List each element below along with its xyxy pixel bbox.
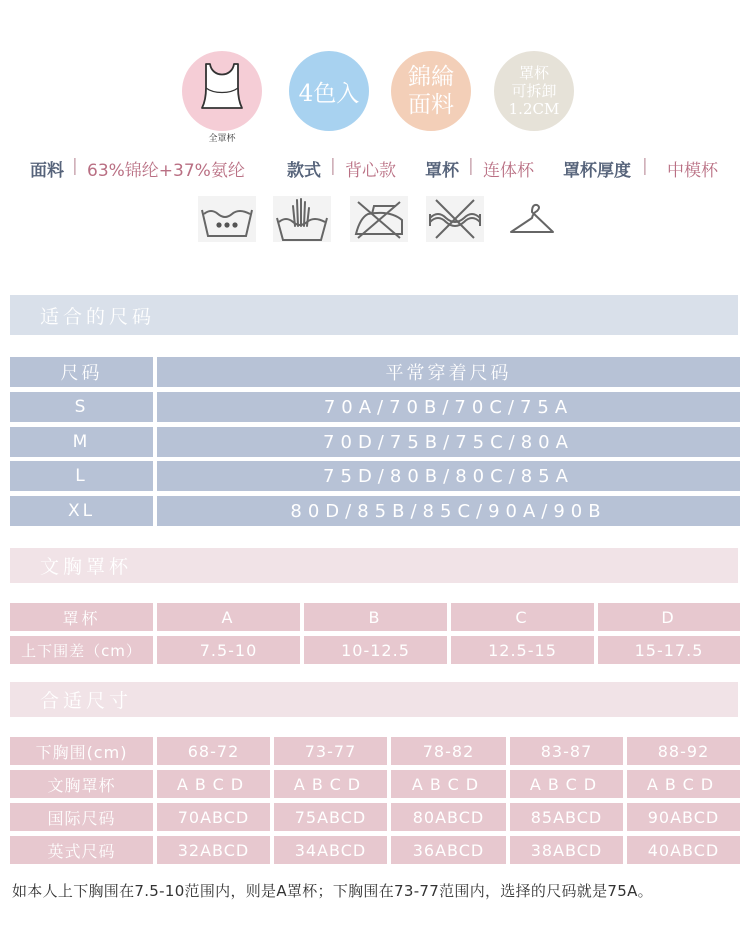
- fabric-line2: 面料: [408, 92, 454, 118]
- fit-row-underbust-value: 68-72: [157, 737, 270, 765]
- colors-text: 4色入: [298, 80, 360, 107]
- size-row-value: 70D/75B/75C/80A: [157, 427, 740, 457]
- pad-line2: 可拆卸: [511, 82, 557, 100]
- size-header-usual: 平常穿着尺码: [157, 357, 740, 387]
- hand-wash-icon: [198, 196, 256, 242]
- fit-row-uk-value: 40ABCD: [627, 836, 740, 864]
- size-row-value: 80D/85B/85C/90A/90B: [157, 496, 740, 526]
- cup-header-d: D: [598, 603, 740, 631]
- removable-pad-badge: [494, 51, 574, 131]
- size-row-label: S: [10, 392, 153, 422]
- size-header-size: 尺码: [10, 357, 153, 387]
- style-key: 款式: [287, 161, 321, 181]
- separator: |: [330, 156, 336, 176]
- cup-diff-d: 15-17.5: [598, 636, 740, 664]
- colors-badge: [289, 51, 369, 131]
- cup-thickness-key: 罩杯厚度: [563, 161, 631, 181]
- cup-diff-a: 7.5-10: [157, 636, 300, 664]
- fit-row-cup-value: ABCD: [627, 770, 740, 798]
- hand-wash-hands-icon: [273, 196, 331, 242]
- spec-line: [0, 156, 750, 180]
- fit-row-uk-label: 英式尺码: [10, 836, 153, 864]
- hang-dry-icon: [503, 196, 561, 242]
- fit-row-underbust-value: 78-82: [391, 737, 506, 765]
- fabric-key: 面料: [30, 161, 64, 181]
- cup-header-b: B: [304, 603, 447, 631]
- fit-row-uk-value: 34ABCD: [274, 836, 387, 864]
- fabric-badge: [391, 51, 471, 131]
- fit-row-cup-value: ABCD: [510, 770, 623, 798]
- separator: |: [468, 156, 474, 176]
- pad-line1: 罩杯: [518, 64, 549, 82]
- fit-row-cup-value: ABCD: [274, 770, 387, 798]
- cup-diff-label: 上下围差（cm）: [10, 636, 153, 664]
- bra-icon: [194, 58, 250, 114]
- cup-header-c: C: [451, 603, 594, 631]
- fit-row-cup-value: ABCD: [391, 770, 506, 798]
- fit-row-cup-value: ABCD: [157, 770, 270, 798]
- footnote: 如本人上下胸围在7.5-10范围内，则是A罩杯；下胸围在73-77范围内，选择的尺码就是75A。: [12, 882, 653, 900]
- full-cup-label: 全罩杯: [208, 134, 236, 144]
- fit-row-uk-value: 36ABCD: [391, 836, 506, 864]
- fit-row-uk-value: 38ABCD: [510, 836, 623, 864]
- no-wring-icon: [426, 196, 484, 242]
- fit-row-international-value: 75ABCD: [274, 803, 387, 831]
- fit-row-international-label: 国际尺码: [10, 803, 153, 831]
- cup-header-a: A: [157, 603, 300, 631]
- fit-row-international-value: 90ABCD: [627, 803, 740, 831]
- size-row-label: XL: [10, 496, 153, 526]
- cup-section-title: 文胸罩杯: [10, 548, 738, 583]
- fit-row-international-value: 85ABCD: [510, 803, 623, 831]
- separator: |: [72, 156, 78, 176]
- full-cup-badge: [182, 51, 262, 131]
- cup-key: 罩杯: [425, 161, 459, 181]
- cup-thickness-value: 中模杯: [667, 161, 718, 181]
- fit-row-uk-value: 32ABCD: [157, 836, 270, 864]
- size-row-label: L: [10, 461, 153, 491]
- separator: |: [642, 156, 648, 176]
- style-value: 背心款: [345, 161, 396, 181]
- cup-diff-c: 12.5-15: [451, 636, 594, 664]
- fit-row-underbust-value: 88-92: [627, 737, 740, 765]
- cup-diff-b: 10-12.5: [304, 636, 447, 664]
- fit-row-underbust-value: 83-87: [510, 737, 623, 765]
- fit-row-cup-label: 文胸罩杯: [10, 770, 153, 798]
- size-row-value: 70A/70B/70C/75A: [157, 392, 740, 422]
- size-row-label: M: [10, 427, 153, 457]
- pad-line3: 1.2CM: [508, 100, 560, 118]
- fabric-line1: 錦綸: [408, 64, 454, 90]
- size-row-value: 75D/80B/80C/85A: [157, 461, 740, 491]
- fit-row-international-value: 70ABCD: [157, 803, 270, 831]
- fit-row-international-value: 80ABCD: [391, 803, 506, 831]
- cup-header-label: 罩杯: [10, 603, 153, 631]
- size-section-title: 适合的尺码: [10, 295, 738, 335]
- fabric-value: 63%锦纶+37%氨纶: [87, 161, 245, 181]
- no-iron-icon: [350, 196, 408, 242]
- fit-section-title: 合适尺寸: [10, 682, 738, 717]
- cup-value: 连体杯: [483, 161, 534, 181]
- fit-row-underbust-label: 下胸围(cm): [10, 737, 153, 765]
- fit-row-underbust-value: 73-77: [274, 737, 387, 765]
